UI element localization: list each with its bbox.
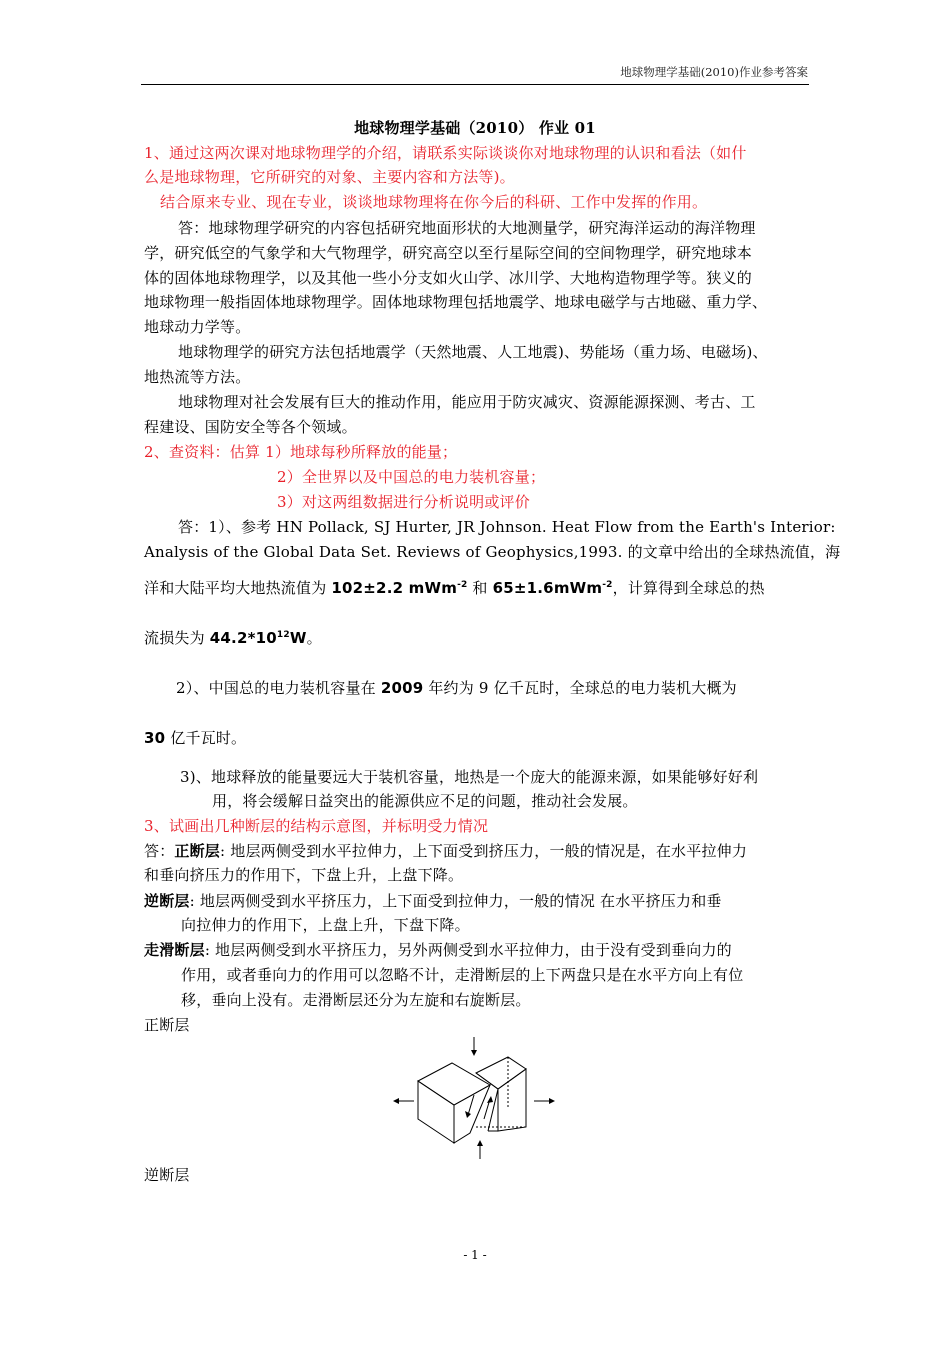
answer-2-line-4: 流损失为 $44.2*10^{12}W$。 bbox=[144, 629, 322, 647]
question-2-line-3: 3）对这两组数据进行分析说明或评价 bbox=[277, 493, 530, 511]
question-2-line-1: 2、查资料：估算 1）地球每秒所释放的能量； bbox=[144, 443, 458, 461]
answer-3-normal-line-2: 和垂向挤压力的作用下，下盘上升，上盘下降。 bbox=[144, 866, 464, 884]
question-1-line-2: 么是地球物理，它所研究的对象、主要内容和方法等)。 bbox=[144, 168, 515, 186]
answer-1-p1-line-1: 答：地球物理学研究的内容包括研究地面形状的大地测量学，研究海洋运动的海洋物理 bbox=[178, 219, 756, 237]
answer-2-line-3: 洋和大陆平均大地热流值为 102±2.2 mWm$^{-2}$ 和 65±1.6mWm$^{-2}$，计算得到全球总的热 bbox=[144, 579, 765, 597]
global-heat-loss-value: 44.2*10 bbox=[209, 629, 277, 647]
answer-2-line-8: 用，将会缓解日益突出的能源供应不足的问题，推动社会发展。 bbox=[212, 792, 638, 810]
answer-1-p1-line-4: 地球物理一般指固体地球物理学。固体地球物理包括地震学、地球电磁学与古地磁、重力学、 bbox=[144, 293, 768, 311]
term-strike-slip-fault: 走滑断层 bbox=[144, 941, 205, 959]
answer-3-reverse-line-1: 逆断层: 地层两侧受到水平挤压力，上下面受到拉伸力，一般的情况 在水平挤压力和垂 bbox=[144, 892, 722, 910]
answer-1-p2-line-1: 地球物理学的研究方法包括地震学（天然地震、人工地震)、势能场（重力场、电磁场)、 bbox=[178, 343, 768, 361]
ocean-heat-flow-value: 102±2.2 mWm bbox=[331, 579, 458, 597]
answer-1-p1-line-5: 地球动力学等。 bbox=[144, 318, 251, 336]
answer-2-line-6: 30 亿千瓦时。 bbox=[144, 729, 247, 747]
answer-3-strike-line-3: 移，垂向上没有。走滑断层还分为左旋和右旋断层。 bbox=[181, 991, 531, 1009]
answer-2-line-2: Analysis of the Global Data Set. Reviews of Geophysics,1993. 的文章中给出的全球热流值，海 bbox=[144, 543, 841, 561]
left-block-top-face bbox=[418, 1063, 490, 1105]
right-block-side-face bbox=[498, 1069, 526, 1131]
label-normal-fault: 正断层 bbox=[144, 1016, 190, 1034]
answer-3-normal-line-1: 答：正断层: 地层两侧受到水平拉伸力，上下面受到挤压力，一般的情况是，在水平拉伸力 bbox=[144, 842, 748, 860]
running-header: 地球物理学基础(2010)作业参考答案 bbox=[620, 65, 808, 79]
answer-1-p1-line-2: 学，研究低空的气象学和大气物理学，研究高空以至行星际空间的空间物理学，研究地球本 bbox=[144, 244, 753, 262]
answer-1-p2-line-2: 地热流等方法。 bbox=[144, 368, 251, 386]
answer-1-p1-line-3: 体的固体地球物理学，以及其他一些小分支如火山学、冰川学、大地构造物理学等。狭义的 bbox=[144, 269, 753, 287]
answer-2-line-1: 答：1）、参考 HN Pollack, SJ Hurter, JR Johnson. Heat Flow from the Earth's Interior: bbox=[178, 518, 836, 536]
document-title: 地球物理学基础（2010） 作业 01 bbox=[354, 119, 596, 137]
right-block-top-face bbox=[476, 1057, 526, 1089]
question-1-line-3: 结合原来专业、现在专业，谈谈地球物理将在你今后的科研、工作中发挥的作用。 bbox=[160, 193, 708, 211]
term-reverse-fault: 逆断层 bbox=[144, 892, 190, 910]
answer-3-strike-line-2: 作用，或者垂向力的作用可以忽略不计，走滑断层的上下两盘只是在水平方向上有位 bbox=[181, 966, 744, 984]
answer-3-strike-line-1: 走滑断层: 地层两侧受到水平挤压力，另外两侧受到水平拉伸力，由于没有受到垂向力的 bbox=[144, 941, 732, 959]
answer-2-line-7: 3)、地球释放的能量要远大于装机容量，地热是一个庞大的能源来源，如果能够好好利 bbox=[180, 768, 759, 786]
answer-1-p3-line-1: 地球物理对社会发展有巨大的推动作用，能应用于防灾减灾、资源能源探测、考古、工 bbox=[178, 393, 756, 411]
question-1-line-1: 1、通过这两次课对地球物理学的介绍，请联系实际谈谈你对地球物理的认识和看法（如什 bbox=[144, 144, 747, 162]
header-rule bbox=[141, 84, 809, 85]
left-block-front-face bbox=[418, 1081, 454, 1143]
fault-plane-edge bbox=[488, 1089, 498, 1131]
answer-1-p3-line-2: 程建设、国防安全等各个领域。 bbox=[144, 418, 357, 436]
term-normal-fault: 正断层 bbox=[174, 842, 221, 860]
left-block-fault-face bbox=[454, 1085, 490, 1143]
continent-heat-flow-value: 65±1.6mWm bbox=[492, 579, 603, 597]
answer-3-reverse-line-2: 向拉伸力的作用下，上盘上升，下盘下降。 bbox=[181, 916, 470, 934]
page-number: - 1 - bbox=[463, 1248, 487, 1262]
label-reverse-fault: 逆断层 bbox=[144, 1166, 190, 1184]
question-3-line-1: 3、试画出几种断层的结构示意图，并标明受力情况 bbox=[144, 817, 489, 835]
question-2-line-2: 2）全世界以及中国总的电力装机容量； bbox=[277, 468, 546, 486]
slip-arrow-down bbox=[468, 1095, 474, 1115]
answer-2-line-5: 2）、中国总的电力装机容量在 2009 年约为 9 亿千瓦时，全球总的电力装机大概为 bbox=[176, 679, 737, 697]
normal-fault-diagram bbox=[388, 1035, 560, 1163]
